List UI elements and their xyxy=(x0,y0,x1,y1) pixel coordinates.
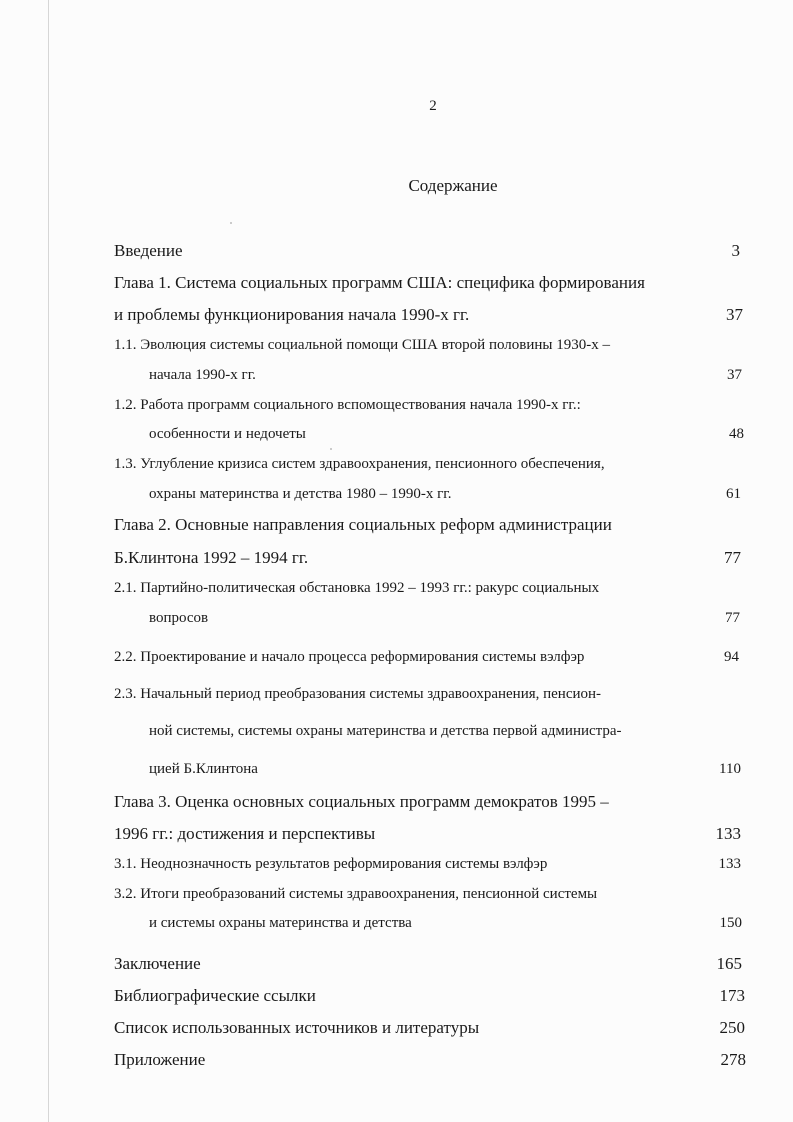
toc-entry-section-3-1: 3.1. Неоднозначность результатов реформирования системы вэлфэр xyxy=(114,856,548,872)
toc-page-section-2-3: 110 xyxy=(719,761,741,777)
toc-entry-section-3-2: 3.2. Итоги преобразований системы здравоохранения, пенсионной системы xyxy=(114,886,598,902)
toc-entry-sources-and-literature: Список использованных источников и литературы xyxy=(114,1018,480,1037)
toc-page-section-2-2: 94 xyxy=(724,649,739,665)
toc-entry-section-1-1-cont: начала 1990-х гг. xyxy=(149,367,256,383)
toc-page-appendix: 278 xyxy=(720,1050,746,1069)
toc-entry-conclusion: Заключение xyxy=(114,954,201,973)
toc-entry-section-2-1: 2.1. Партийно-политическая обстановка 1992 – 1993 гг.: ракурс социальных xyxy=(114,580,600,596)
toc-entry-section-2-2: 2.2. Проектирование и начало процесса реформирования системы вэлфэр xyxy=(114,649,585,665)
toc-page-section-3-2: 150 xyxy=(719,915,742,931)
scan-speck xyxy=(230,222,232,224)
toc-entry-introduction: Введение xyxy=(114,241,183,260)
toc-entry-bibliographic-references: Библиографические ссылки xyxy=(114,986,316,1005)
toc-page-section-3-1: 133 xyxy=(718,856,741,872)
toc-entry-section-1-3: 1.3. Углубление кризиса систем здравоохранения, пенсионного обеспечения, xyxy=(114,456,605,472)
scan-speck xyxy=(330,448,332,450)
toc-page-bibliographic-references: 173 xyxy=(719,986,745,1005)
toc-entry-chapter-2: Глава 2. Основные направления социальных реформ администрации xyxy=(114,515,612,534)
page-number: 2 xyxy=(429,98,437,114)
toc-entry-appendix: Приложение xyxy=(114,1050,206,1069)
toc-entry-section-1-1: 1.1. Эволюция системы социальной помощи США второй половины 1930-х – xyxy=(114,337,610,353)
toc-entry-section-2-1-cont: вопросов xyxy=(149,610,209,626)
toc-page-chapter-3: 133 xyxy=(715,824,741,843)
toc-page-chapter-1: 37 xyxy=(726,305,743,324)
toc-page-chapter-2: 77 xyxy=(724,548,741,567)
toc-page-sources-and-literature: 250 xyxy=(719,1018,745,1037)
toc-entry-section-2-3-cont-2: цией Б.Клинтона xyxy=(149,761,258,777)
toc-page-section-1-3: 61 xyxy=(726,486,741,502)
toc-entry-chapter-2-cont: Б.Клинтона 1992 – 1994 гг. xyxy=(114,548,309,567)
toc-entry-chapter-1-cont: и проблемы функционирования начала 1990-х гг. xyxy=(114,305,470,324)
toc-page-introduction: 3 xyxy=(731,241,740,260)
scan-edge-line xyxy=(48,0,49,1122)
toc-entry-chapter-1: Глава 1. Система социальных программ США: специфика формирования xyxy=(114,273,645,292)
toc-entry-section-1-2-cont: особенности и недочеты xyxy=(149,426,306,442)
toc-entry-section-1-2: 1.2. Работа программ социального вспомоществования начала 1990-х гг.: xyxy=(114,397,581,413)
toc-entry-chapter-3-cont: 1996 гг.: достижения и перспективы xyxy=(114,824,376,843)
toc-page-section-2-1: 77 xyxy=(725,610,740,626)
toc-title: Содержание xyxy=(408,176,498,195)
toc-page-conclusion: 165 xyxy=(716,954,742,973)
toc-page-section-1-2: 48 xyxy=(729,426,744,442)
toc-entry-section-3-2-cont: и системы охраны материнства и детства xyxy=(149,915,412,931)
toc-entry-chapter-3: Глава 3. Оценка основных социальных программ демократов 1995 – xyxy=(114,792,609,811)
toc-entry-section-2-3: 2.3. Начальный период преобразования системы здравоохранения, пенсион- xyxy=(114,686,602,702)
toc-page-section-1-1: 37 xyxy=(727,367,742,383)
toc-entry-section-1-3-cont: охраны материнства и детства 1980 – 1990-х гг. xyxy=(149,486,452,502)
toc-entry-section-2-3-cont: ной системы, системы охраны материнства и детства первой администра- xyxy=(149,723,622,739)
